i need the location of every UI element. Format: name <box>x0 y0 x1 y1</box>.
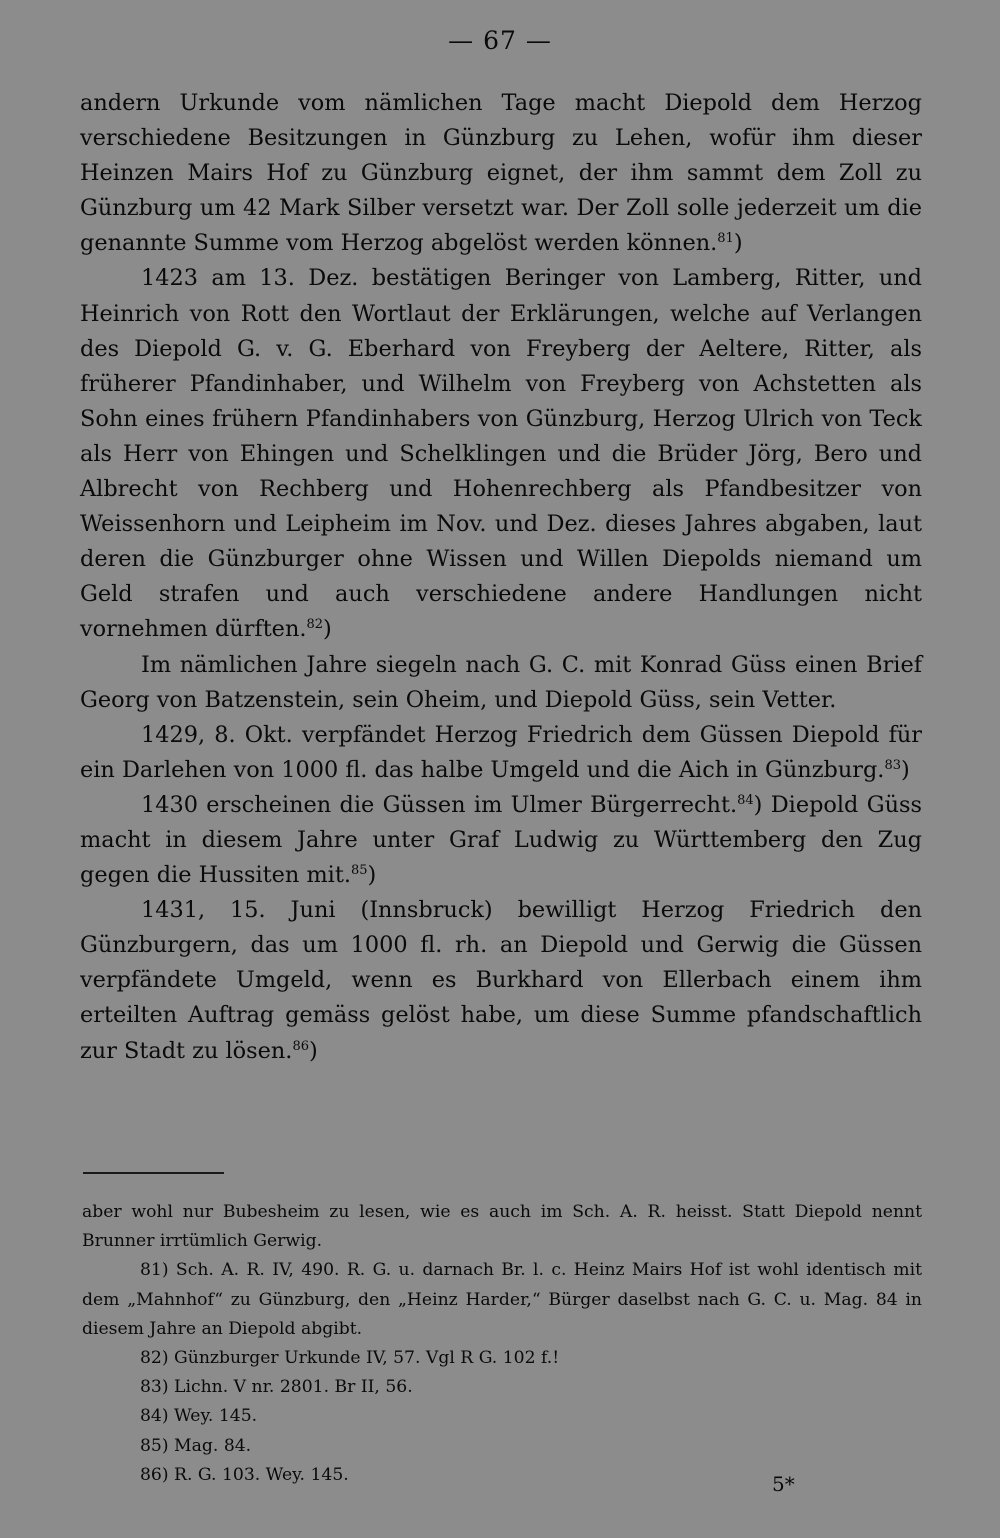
footnote-ref: 81 <box>717 231 734 247</box>
footnote: aber wohl nur Bubesheim zu lesen, wie es auch im Sch. A. R. heisst. Statt Diepold nennt Brunner irrtümlich Gerwig. <box>82 1202 922 1252</box>
paragraph <box>80 86 922 261</box>
footnotes <box>82 1198 922 1490</box>
page-number: — 67 — <box>448 26 552 55</box>
footnote-ref-close: ) <box>367 862 377 889</box>
footnote-ref-close: ) <box>308 1037 318 1064</box>
footnote-divider <box>83 1172 224 1174</box>
paragraph <box>80 788 922 893</box>
paragraph-text: Diepold Güss macht in diesem Jahre unter Graf Ludwig zu Württemberg den Zug gegen die Hussiten mit. <box>80 791 922 889</box>
footnote-ref: 84 <box>737 792 754 808</box>
paragraph-text: Im nämlichen Jahre siegeln nach G. C. mit Konrad Güss einen Brief Georg von Batzenstein, sein Oheim, und Diepold Güss, sein Vetter. <box>80 651 922 713</box>
footnote-ref: 86 <box>292 1038 309 1054</box>
footnote: 82) Günzburger Urkunde IV, 57. Vgl R G. 102 f.! <box>140 1348 560 1369</box>
footnote-ref-close: ) <box>323 616 332 643</box>
paragraph <box>80 718 922 788</box>
signature-mark: 5* <box>772 1472 795 1496</box>
footnote-ref-close: ) <box>753 791 763 818</box>
paragraph-text: 1423 am 13. Dez. bestätigen Beringer von Lamberg, Ritter, und Heinrich von Rott den Wortlaut der Erklärungen, welche auf Verlangen des Diepold G. v. G. Eberhard von Freyberg der Aeltere, Ritter, als früherer Pfandinhaber, und Wilhelm von Freyberg von Achstetten als Sohn eines frühern Pfandinhabers von Günzburg, Herzog Ulrich von Teck als Herr von Ehingen und Schelklingen und die Brüder Jörg, Bero und Albrecht von Rechberg und Hohenrechberg als Pfandbesitzer von Weissenhorn und Leipheim im Nov. und Dez. dieses Jahres abgaben, laut deren die Günzburger ohne Wissen und Willen Diepolds niemand um Geld strafen und auch verschiedene andere Handlungen nicht vornehmen dürften. <box>80 265 922 643</box>
paragraph <box>80 261 922 647</box>
footnote-ref: 85 <box>350 863 368 879</box>
paragraph-text: andern Urkunde vom nämlichen Tage macht Diepold dem Herzog verschiedene Besitzungen in Günzburg zu Lehen, wofür ihm dieser Heinzen Mairs Hof zu Günzburg eignet, der ihm sammt dem Zoll zu Günzburg um 42 Mark Silber versetzt war. Der Zoll solle jederzeit um die genannte Summe vom Herzog abgelöst werden können. <box>80 90 922 257</box>
footnote-ref-close: ) <box>900 756 910 783</box>
footnote-ref: 82 <box>306 617 324 633</box>
body-text <box>80 86 922 1069</box>
paragraph-text: 1430 erscheinen die Güssen im Ulmer Bürgerrecht. <box>141 791 738 818</box>
footnote: 86) R. G. 103. Wey. 145. <box>140 1464 349 1485</box>
paragraph <box>80 893 922 1068</box>
footnote: 85) Mag. 84. <box>140 1435 252 1456</box>
paragraph <box>80 648 922 718</box>
footnote: 84) Wey. 145. <box>140 1406 258 1427</box>
paragraph-text: 1429, 8. Okt. verpfändet Herzog Friedrich dem Güssen Diepold für ein Darlehen von 1000 fl. das halbe Umgeld und die Aich in Günzburg. <box>80 721 922 783</box>
footnote-ref: 83 <box>884 757 901 773</box>
footnote: 83) Lichn. V nr. 2801. Br II, 56. <box>140 1377 413 1398</box>
footnote-ref-close: ) <box>733 230 743 257</box>
footnote: 81) Sch. A. R. IV, 490. R. G. u. darnach Br. l. c. Heinz Mairs Hof ist wohl identisch mit dem „Mahnhof“ zu Günzburg, den „Heinz Harder,“ Bürger daselbst nach G. C. u. Mag. 84 in diesem Jahre an Diepold abgibt. <box>82 1260 922 1339</box>
paragraph-text: 1431, 15. Juni (Innsbruck) bewilligt Herzog Friedrich den Günzburgern, das um 1000 fl. rh. an Diepold und Gerwig die Güssen verpfändete Umgeld, wenn es Burkhard von Ellerbach einem ihm erteilten Auftrag gemäss gelöst habe, um diese Summe pfandschaftlich zur Stadt zu lösen. <box>80 897 922 1064</box>
